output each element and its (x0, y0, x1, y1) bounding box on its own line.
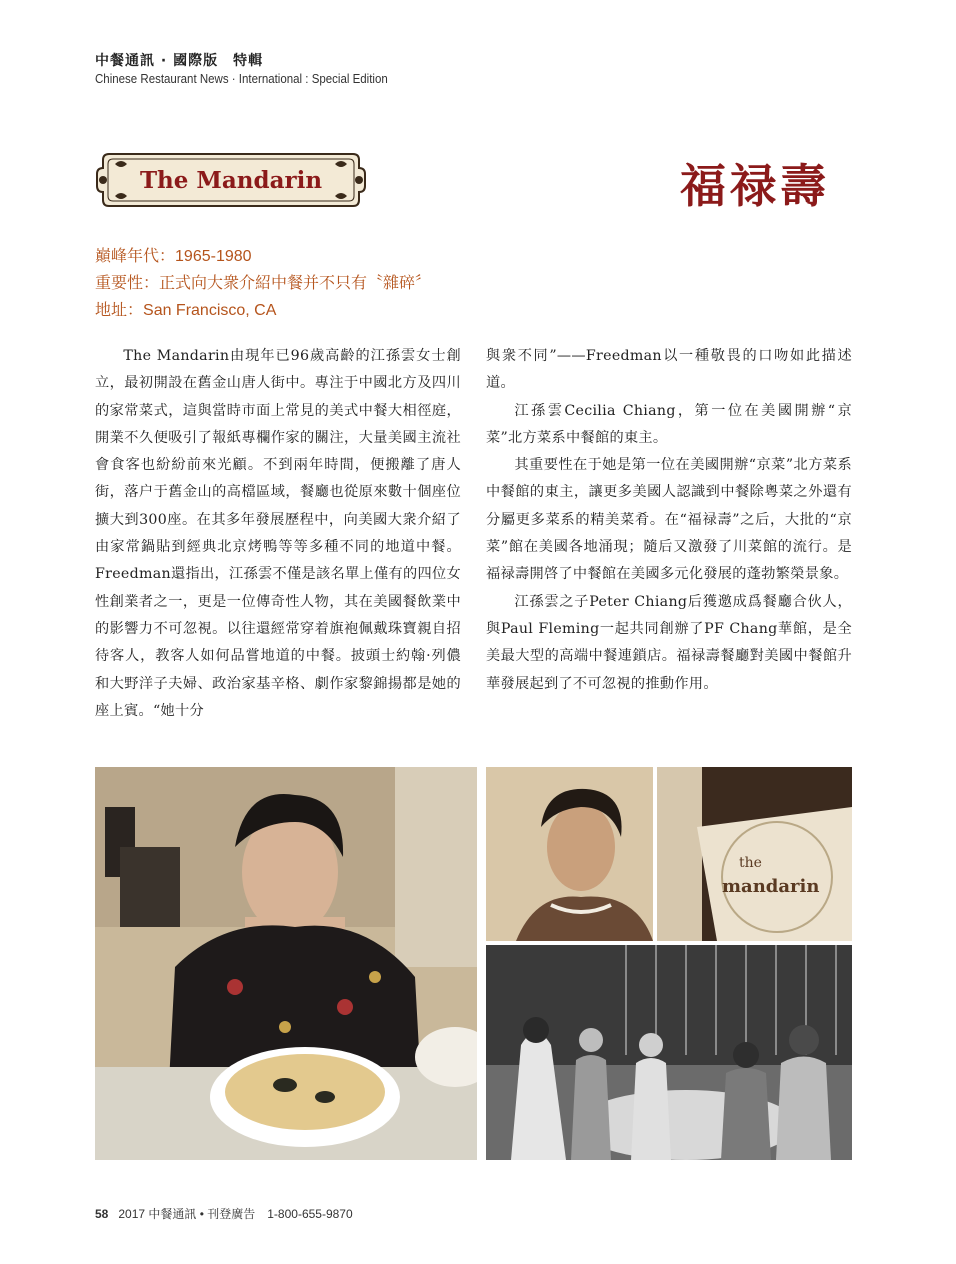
title-banner (95, 150, 367, 210)
menu-cover-title: mandarin (722, 876, 820, 897)
article-meta (95, 243, 431, 324)
body-column-left (95, 343, 461, 725)
paragraph: 與衆不同”——Freedman以一種敬畏的口吻如此描述道。 (486, 348, 852, 392)
body-column-right (486, 343, 852, 698)
paragraph: 江孫雲之子Peter Chiang后獲邀成爲餐廳合伙人，與Paul Fleming一起共同創辦了PF Chang華館，是全美最大型的高端中餐連鎖店。福禄壽餐廳對美國中餐館升華發展起到了不可忽視的推動作用。 (486, 593, 852, 692)
article-title-zh: 福禄壽 (680, 159, 830, 213)
paragraph: 江孫雲Cecilia Chiang，第一位在美國開辦“京菜”北方菜系中餐館的東主。 (486, 402, 852, 446)
photo-founder-portrait (486, 767, 653, 941)
footer-text: 2017 中餐通訊 • 刊登廣告 1-800-655-9870 (118, 1207, 353, 1221)
meta-address: 地址：San Francisco, CA (95, 302, 277, 319)
meta-importance: 重要性：正式向大衆介紹中餐并不只有〝雜碎〞 (95, 275, 432, 292)
page-footer (95, 1205, 353, 1222)
paragraph: The Mandarin由現年已96歲高齡的江孫雲女士創立，最初開設在舊金山唐人街中。專注于中國北方及四川的家常菜式，這與當時市面上常見的美式中餐大相徑庭，開業不久便吸引了報紙專欄作家的關注，大量美國主流社會食客也紛紛前來光顧。不到兩年時間，便搬離了唐人街，落户于舊金山的高檔區域，餐廳也從原來數十個座位擴大到300座。在其多年發展歷程中，向美國大衆介紹了由家常鍋貼到經典北京烤鴨等等多種不同的地道中餐。Freedman還指出，江孫雲不僅是該名單上僅有的四位女性創業者之一，更是一位傳奇性人物，其在美國餐飲業中的影響力不可忽視。以往還經常穿着旗袍佩戴珠寶親自招待客人，教客人如何品嘗地道的中餐。披頭士約翰·列儂和大野洋子夫婦、政治家基辛格、劇作家黎錦揚都是她的座上賓。“她十分 (95, 348, 461, 719)
menu-cover-text: the (739, 855, 762, 871)
photo-menu-cover (657, 767, 852, 941)
masthead-en: Chinese Restaurant News · International : Special Edition (95, 72, 388, 86)
article-title-en: The Mandarin (139, 166, 323, 194)
photo-founder-with-dish (95, 767, 477, 1160)
masthead-zh: 中餐通訊 · 國際版 特輯 (95, 53, 264, 69)
paragraph: 其重要性在于她是第一位在美國開辦“京菜”北方菜系中餐館的東主，讓更多美國人認識到中餐除粵菜之外還有分屬更多菜系的精美菜肴。在“福禄壽”之后，大批的“京菜”館在美國各地涌現；隨后又激發了川菜館的流行。是福禄壽開啓了中餐館在美國多元化發展的蓬勃繁榮景象。 (486, 457, 852, 583)
photo-dining-room-historic (486, 945, 852, 1160)
meta-era: 巔峰年代：1965-1980 (95, 248, 252, 265)
page-number: 58 (95, 1207, 109, 1221)
masthead (95, 50, 413, 86)
